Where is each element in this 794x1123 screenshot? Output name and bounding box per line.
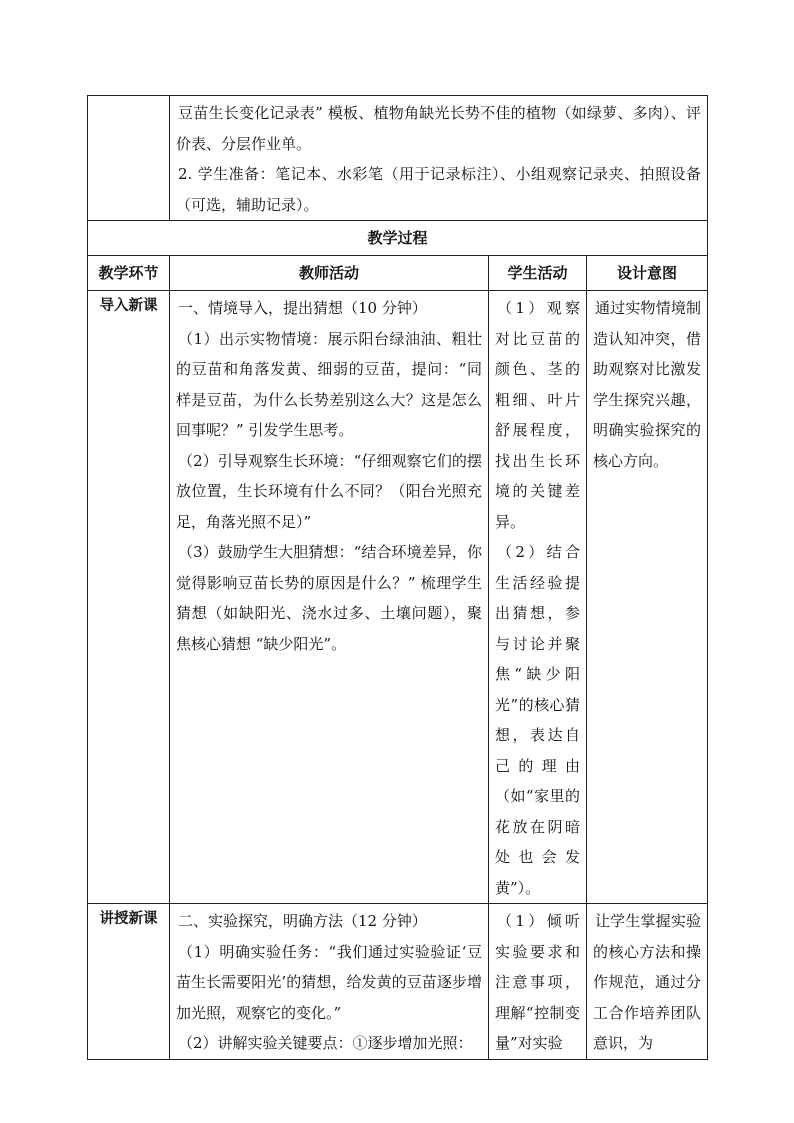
- lesson-plan-table: [87, 95, 708, 1060]
- process-title-row: [88, 221, 708, 256]
- prep-cell: [170, 96, 708, 221]
- header-intent: 设计意图: [587, 256, 708, 291]
- prep-row: [88, 96, 708, 221]
- design-intent-cell: [587, 904, 708, 1060]
- student-prep-text: 2. 学生准备：笔记本、水彩笔（用于记录标注）、小组观察记录夹、拍照设备（可选，辅助记录）。: [176, 165, 702, 214]
- design-intent-text: 通过实物情境制造认知冲突，借助观察对比激发学生探究兴趣，明确实验探究的核心方向。: [593, 299, 702, 470]
- teacher-activity-cell: [170, 291, 489, 904]
- student-activity-cell: [489, 291, 587, 904]
- stage-label: 导入新课: [88, 291, 170, 904]
- teacher-activity-line: （2）讲解实验关键要点：①逐步增加光照：: [178, 1034, 473, 1052]
- teacher-activity-line: （3）鼓励学生大胆猜想：“结合环境差异，你觉得影响豆苗长势的原因是什么？” 梳理学生猜想（如缺阳光、浇水过多、土壤问题），聚焦核心猜想 “缺少阳光”。: [176, 543, 482, 653]
- header-stage: 教学环节: [88, 256, 170, 291]
- design-intent-text: 让学生掌握实验的核心方法和操作规范，通过分工合作培养团队意识，为: [593, 912, 702, 1052]
- teacher-activity-line: （1）出示实物情境：展示阳台绿油油、粗壮的豆苗和角落发黄、细弱的豆苗，提问：“同样是豆苗，为什么长势差别这么大？这是怎么回事呢？” 引发学生思考。: [176, 329, 482, 439]
- teacher-activity-line: （2）引导观察生长环境：“仔细观察它们的摆放位置，生长环境有什么不同？（阳台光照充足，角落光照不足）”: [176, 451, 482, 531]
- student-activity-line: （1）观察对比豆苗的颜色、茎的粗细、叶片舒展程度，找出生长环境的关键差异。: [495, 299, 580, 531]
- design-intent-cell: [587, 291, 708, 904]
- teacher-prep-text: 豆苗生长变化记录表” 模板、植物角缺光长势不佳的植物（如绿萝、多肉）、评价表、分层作业单。: [176, 104, 702, 153]
- table-row: [88, 904, 708, 1060]
- stage-label: 讲授新课: [88, 904, 170, 1060]
- header-row: [88, 256, 708, 291]
- header-teacher: 教师活动: [170, 256, 489, 291]
- teacher-activity-line: 一、情境导入，提出猜想（10 分钟）: [178, 299, 427, 317]
- student-activity-line: （1）倾听实验要求和注意事项，理解“控制变量”对实验: [495, 912, 580, 1052]
- table-row: [88, 291, 708, 904]
- teacher-activity-line: 二、实验探究，明确方法（12 分钟）: [178, 912, 427, 930]
- student-activity-cell: [489, 904, 587, 1060]
- student-activity-line: （2）结合生活经验提出猜想，参与讨论并聚焦“缺少阳光”的核心猜想，表达自己的理由（如“家里的花放在阴暗处也会发黄”）。: [495, 543, 580, 897]
- process-title: 教学过程: [88, 221, 708, 256]
- prep-left-blank: [88, 96, 170, 221]
- header-student: 学生活动: [489, 256, 587, 291]
- teacher-activity-cell: [170, 904, 489, 1060]
- teacher-activity-line: （1）明确实验任务：“我们通过实验验证‘豆苗生长需要阳光’的猜想，给发黄的豆苗逐步增加光照，观察它的变化。”: [176, 942, 482, 1022]
